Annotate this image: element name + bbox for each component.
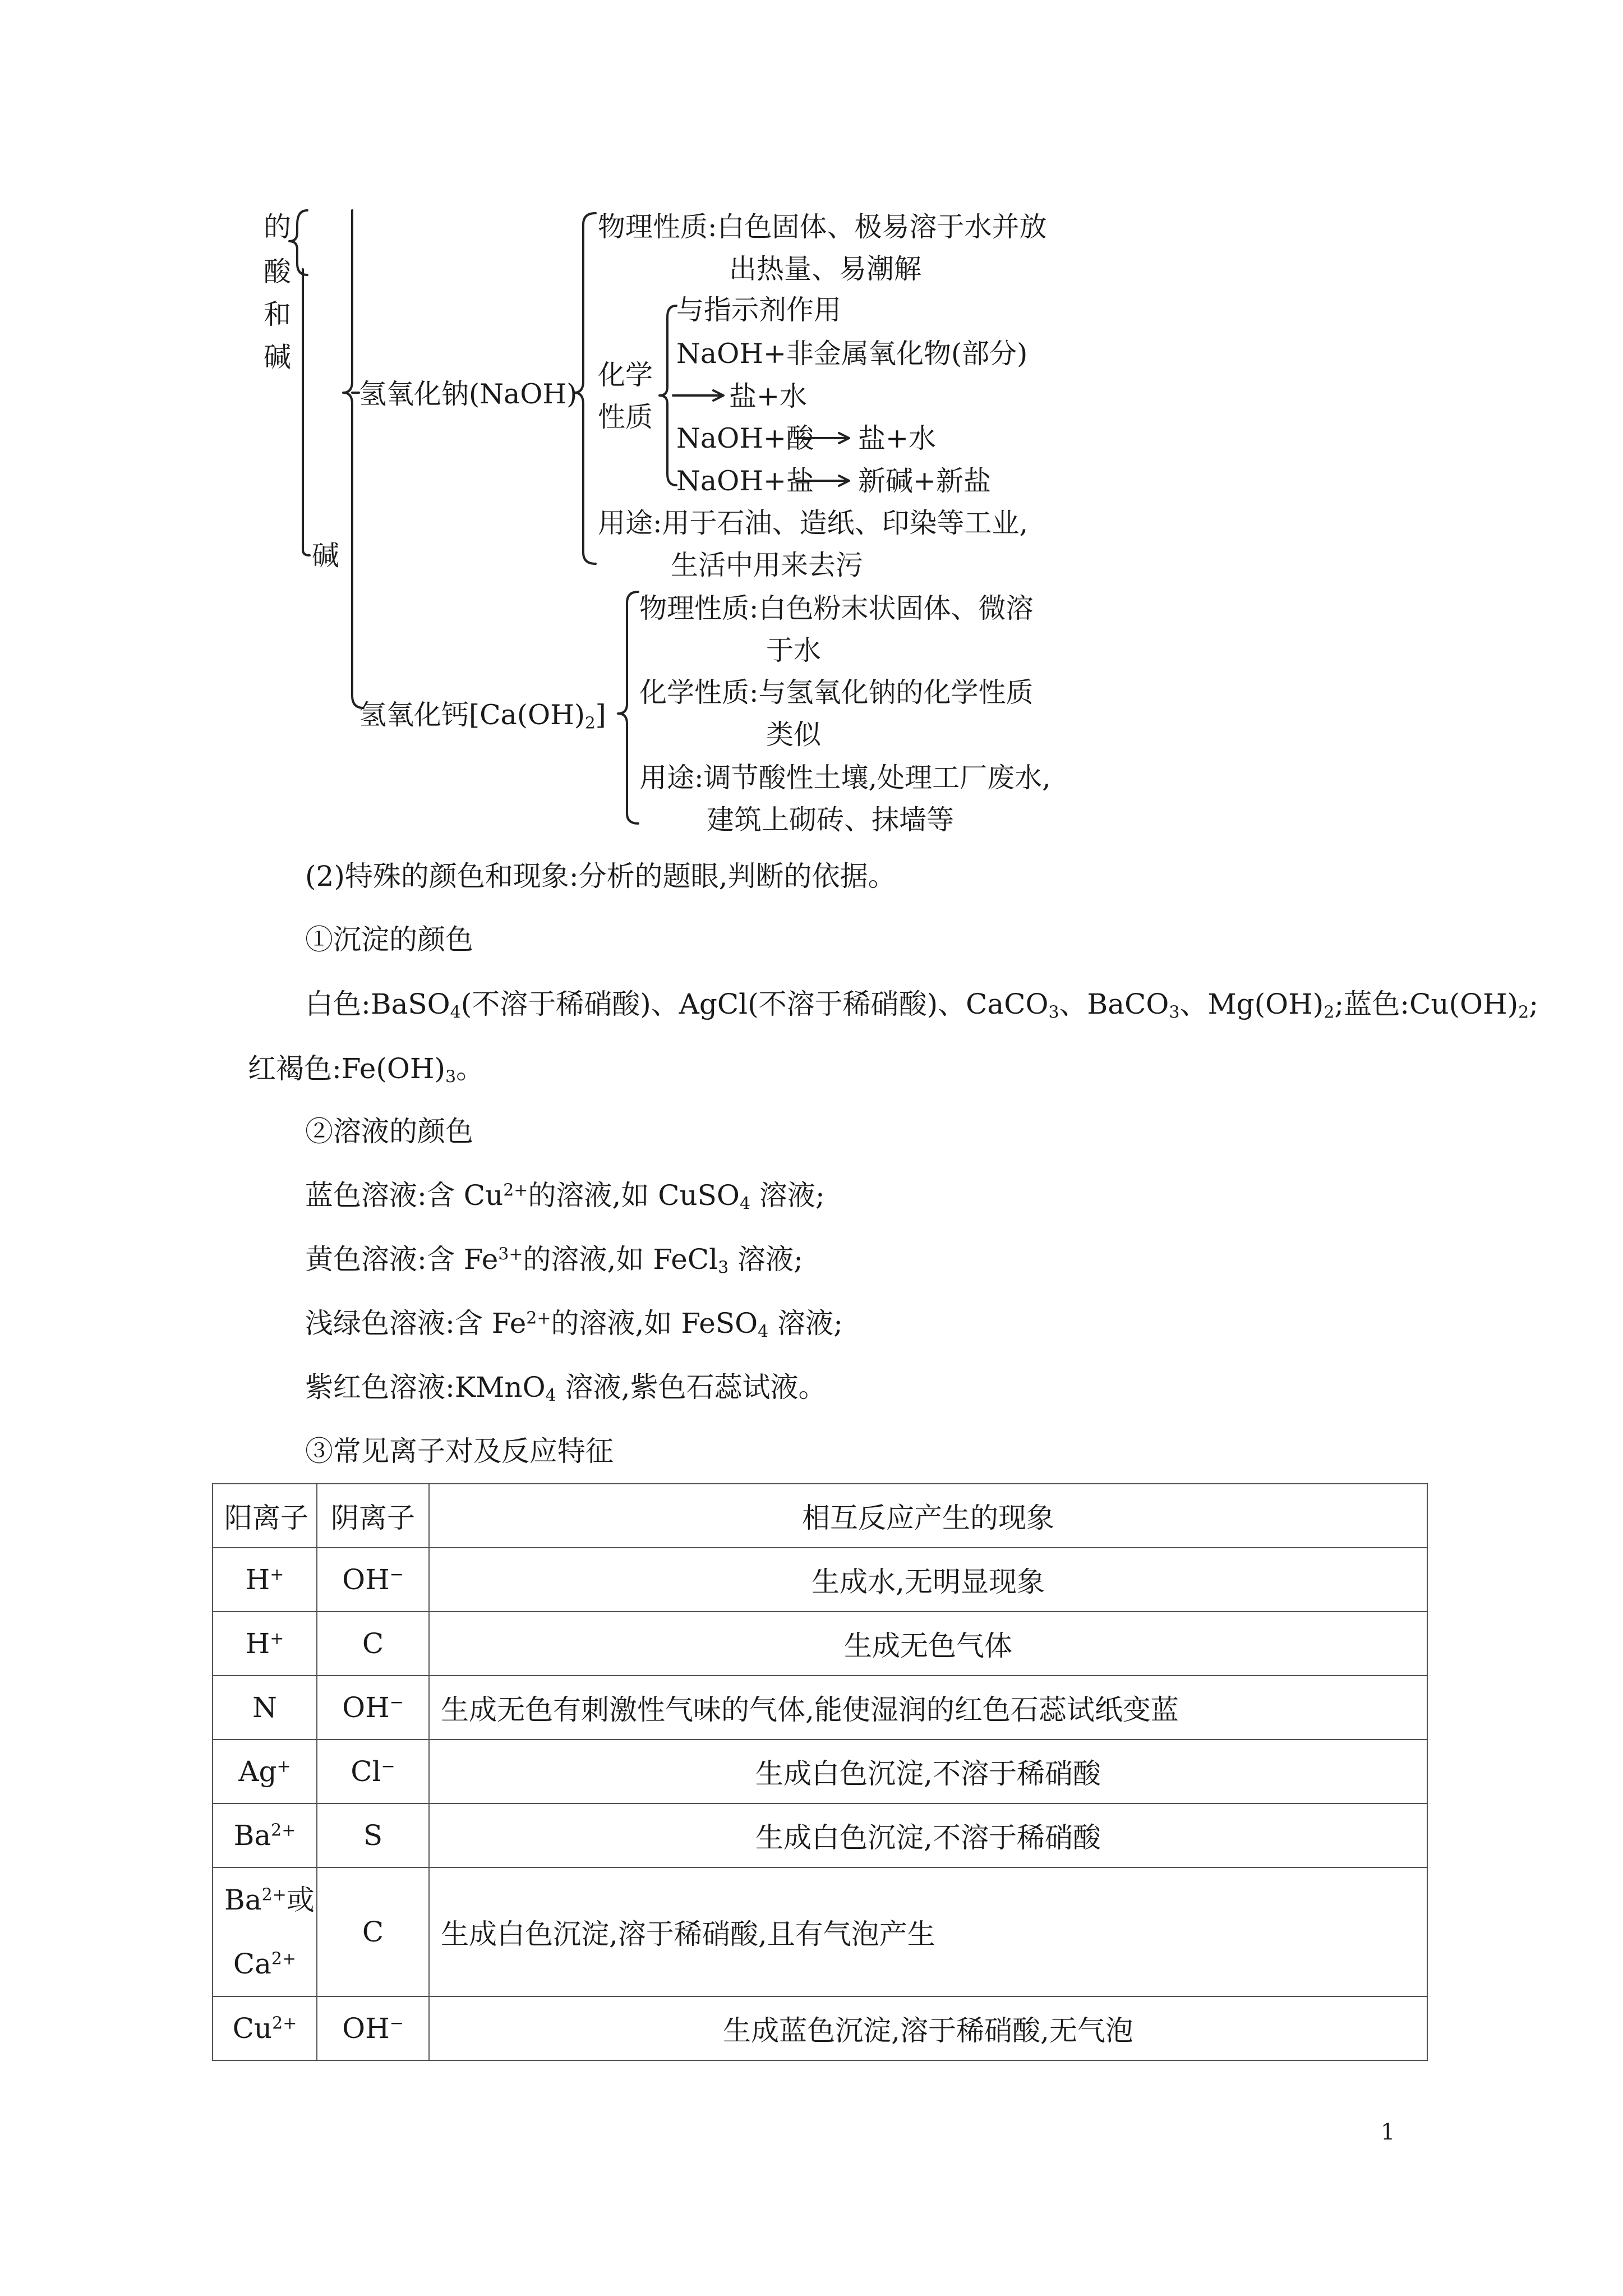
caoh2-physical-1: 物理性质:白色粉末状固体、微溶 [639,592,1034,624]
cation-cell: Ag+ [213,1740,317,1803]
naoh-chem-product-1: 盐+水 [729,380,808,412]
purple-red-solution-line: 紫红色溶液:KMnO$_4$ 溶液,紫色石蕊试液。 [305,1371,827,1406]
phenomenon-cell: 生成白色沉淀,不溶于稀硝酸 [429,1740,1427,1803]
naoh-chem-product-3: 新碱+新盐 [858,465,992,497]
anion-cell: C [317,1612,429,1676]
naoh-chem-nonmetal-oxide: NaOH+非金属氧化物(部分) [676,338,1028,370]
phenomenon-cell: 生成无色气体 [429,1612,1427,1676]
phenomenon-cell: 生成白色沉淀,溶于稀硝酸,且有气泡产生 [429,1867,1427,1996]
brace-acid-base [289,210,307,275]
brace-caoh2 [618,592,638,823]
table-row [213,1867,1427,1996]
table-header-row [213,1484,1427,1548]
vertical-char-2: 酸 [264,256,292,288]
table-row [213,1740,1427,1803]
solution-color-heading: ②溶液的颜色 [305,1115,473,1148]
cation-cell: N [213,1676,317,1740]
concept-map-brackets [0,0,1623,841]
table-row [213,1803,1427,1867]
header-phenomenon: 相互反应产生的现象 [429,1484,1427,1548]
header-cation: 阳离子 [213,1484,317,1548]
naoh-physical-1: 物理性质:白色固体、极易溶于水并放 [598,211,1047,243]
phenomenon-cell: 生成水,无明显现象 [429,1548,1427,1612]
page-number: 1 [1381,2119,1395,2145]
anion-cell: S [317,1803,429,1867]
table-row [213,1612,1427,1676]
yellow-solution-line: 黄色溶液:含 $Fe^{3+}$的溶液,如 FeCl$_3$ 溶液; [305,1243,803,1278]
brace-main-vertical [303,269,310,555]
table-row [213,1996,1427,2060]
naoh-physical-2: 出热量、易潮解 [729,253,922,285]
phenomenon-cell: 生成白色沉淀,不溶于稀硝酸 [429,1803,1427,1867]
cation-cell: $Cu^{2+}$ [213,1996,317,2060]
blue-solution-line: 蓝色溶液:含 $Cu^{2+}$的溶液,如 CuSO$_4$ 溶液; [305,1179,825,1214]
naoh-uses-1: 用途:用于石油、造纸、印染等工业, [598,507,1029,539]
white-precipitates-line: 白色:BaSO$_4$(不溶于稀硝酸)、AgCl(不溶于稀硝酸)、CaCO$_3$、BaCO$_3$、$Mg(OH)_2$;蓝色$:Cu(OH)_2$; [305,988,1539,1023]
anion-cell: OH− [317,1548,429,1612]
table-row [213,1548,1427,1612]
caoh2-physical-2: 于水 [766,634,822,666]
cation-cell: H+ [213,1548,317,1612]
brace-naoh [574,213,596,564]
cation-cell: $Ba^{2+}$或 $Ca^{2+}$ [213,1867,317,1996]
base-label: 碱 [312,540,340,572]
anion-cell: C [317,1867,429,1996]
naoh-chemical-label-1: 化学 [598,359,653,391]
vertical-char-1: 的 [264,211,292,243]
anion-cell: OH− [317,1676,429,1740]
precipitate-color-heading: ①沉淀的颜色 [305,923,473,956]
caoh2-chemical-2: 类似 [766,719,822,751]
naoh-chem-salt: NaOH+盐 [676,465,814,497]
caoh2-name: 氢氧化钙$[Ca(OH)_2]$ [359,699,606,733]
light-green-solution-line: 浅绿色溶液:含 $Fe^{2+}$的溶液,如 FeSO$_4$ 溶液; [305,1307,843,1342]
caoh2-uses-2: 建筑上砌砖、抹墙等 [707,804,955,836]
phenomenon-cell: 生成无色有刺激性气味的气体,能使湿润的红色石蕊试纸变蓝 [429,1676,1427,1740]
naoh-chem-product-2: 盐+水 [858,422,937,454]
phenomenon-cell: 生成蓝色沉淀,溶于稀硝酸,无气泡 [429,1996,1427,2060]
ion-reaction-table [212,1483,1428,2061]
ion-pairs-heading: ③常见离子对及反应特征 [305,1435,614,1467]
cation-cell: $Ba^{2+}$ [213,1803,317,1867]
header-anion: 阴离子 [317,1484,429,1548]
brace-base [343,210,363,708]
anion-cell: Cl− [317,1740,429,1803]
caoh2-chemical-1: 化学性质:与氢氧化钠的化学性质 [639,677,1034,708]
anion-cell: OH− [317,1996,429,2060]
reddish-brown-line: 红褐色$:Fe(OH)_3$。 [248,1052,485,1087]
caoh2-uses-1: 用途:调节酸性土壤,处理工厂废水, [639,762,1051,794]
naoh-chem-acid: NaOH+酸 [676,422,814,454]
vertical-char-4: 碱 [264,341,292,373]
naoh-name: 氢氧化钠(NaOH) [359,378,578,410]
naoh-uses-2: 生活中用来去污 [671,549,864,581]
cation-cell: H+ [213,1612,317,1676]
vertical-char-3: 和 [264,298,292,330]
naoh-chem-indicator: 与指示剂作用 [676,294,842,326]
naoh-chemical-label-2: 性质 [598,401,653,433]
table-row [213,1676,1427,1740]
section-2-heading: (2)特殊的颜色和现象:分析的题眼,判断的依据。 [305,860,896,892]
